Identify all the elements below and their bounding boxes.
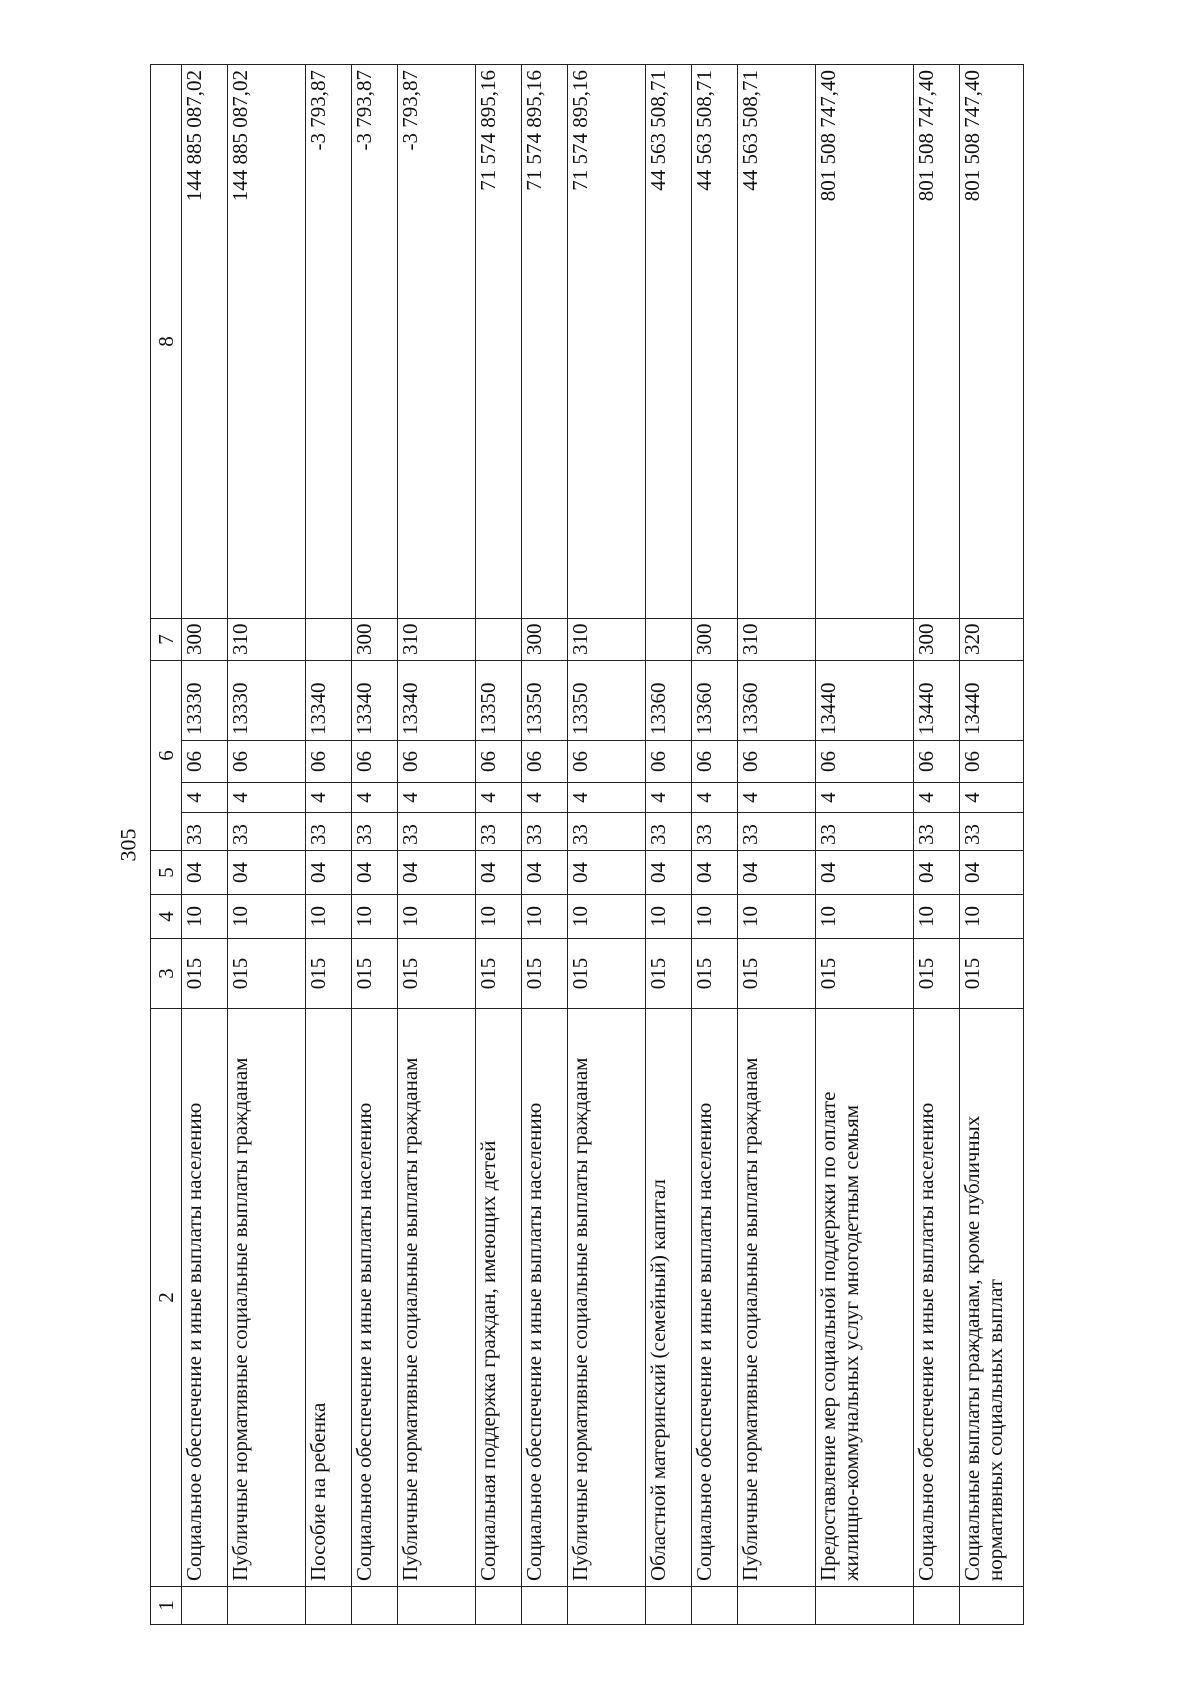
- col6-part4-cell: 13360: [738, 661, 816, 741]
- col6-part1-cell: 33: [914, 813, 960, 851]
- row-name-cell: Публичные нормативные социальные выплаты гражданам: [398, 1009, 476, 1587]
- col6-part2-cell: 4: [960, 783, 1024, 813]
- col6-part3-cell: 06: [352, 741, 398, 783]
- col7-cell: [306, 619, 352, 661]
- col3-cell: 015: [568, 939, 646, 1009]
- col8-amount-cell: 71 574 895,16: [522, 65, 568, 619]
- col6-part3-cell: 06: [738, 741, 816, 783]
- col6-part3-cell: 06: [228, 741, 306, 783]
- col6-part4-cell: 13350: [476, 661, 522, 741]
- col6-part4-cell: 13360: [646, 661, 692, 741]
- col4-cell: 10: [692, 895, 738, 939]
- row-number-cell: [306, 1587, 352, 1625]
- col6-part2-cell: 4: [522, 783, 568, 813]
- col4-cell: 10: [306, 895, 352, 939]
- col6-part4-cell: 13350: [522, 661, 568, 741]
- col6-part4-cell: 13350: [568, 661, 646, 741]
- row-number-cell: [352, 1587, 398, 1625]
- table-row: [568, 65, 646, 1625]
- col3-cell: 015: [960, 939, 1024, 1009]
- col3-cell: 015: [306, 939, 352, 1009]
- col4-cell: 10: [182, 895, 228, 939]
- col6-part1-cell: 33: [522, 813, 568, 851]
- col7-cell: 300: [692, 619, 738, 661]
- col6-part2-cell: 4: [352, 783, 398, 813]
- col8-amount-cell: 801 508 747,40: [816, 65, 914, 619]
- col6-part3-cell: 06: [522, 741, 568, 783]
- col6-part3-cell: 06: [960, 741, 1024, 783]
- col5-cell: 04: [738, 851, 816, 895]
- col6-part2-cell: 4: [692, 783, 738, 813]
- col6-part1-cell: 33: [476, 813, 522, 851]
- table-row: [398, 65, 476, 1625]
- col7-cell: [646, 619, 692, 661]
- table-row: [476, 65, 522, 1625]
- col5-cell: 04: [816, 851, 914, 895]
- col3-cell: 015: [522, 939, 568, 1009]
- col6-part2-cell: 4: [646, 783, 692, 813]
- col6-part1-cell: 33: [228, 813, 306, 851]
- col5-cell: 04: [568, 851, 646, 895]
- table-row: [914, 65, 960, 1625]
- col3-cell: 015: [914, 939, 960, 1009]
- col8-amount-cell: 44 563 508,71: [692, 65, 738, 619]
- header-row: [151, 65, 182, 1625]
- table-row: [306, 65, 352, 1625]
- col6-part1-cell: 33: [692, 813, 738, 851]
- col5-cell: 04: [228, 851, 306, 895]
- row-number-cell: [960, 1587, 1024, 1625]
- col7-cell: [476, 619, 522, 661]
- col6-part3-cell: 06: [646, 741, 692, 783]
- row-name-cell: Социальное обеспечение и иные выплаты населению: [914, 1009, 960, 1587]
- col3-cell: 015: [182, 939, 228, 1009]
- col6-part2-cell: 4: [398, 783, 476, 813]
- col8-amount-cell: 44 563 508,71: [646, 65, 692, 619]
- header-cell-2: 2: [151, 1009, 182, 1587]
- row-name-cell: Социальное обеспечение и иные выплаты населению: [352, 1009, 398, 1587]
- header-cell-7: 7: [151, 619, 182, 661]
- col7-cell: 300: [352, 619, 398, 661]
- col8-amount-cell: -3 793,87: [398, 65, 476, 619]
- col7-cell: 310: [398, 619, 476, 661]
- col3-cell: 015: [476, 939, 522, 1009]
- col8-amount-cell: -3 793,87: [306, 65, 352, 619]
- row-number-cell: [522, 1587, 568, 1625]
- col8-amount-cell: 801 508 747,40: [914, 65, 960, 619]
- row-name-cell: Публичные нормативные социальные выплаты гражданам: [228, 1009, 306, 1587]
- col6-part4-cell: 13360: [692, 661, 738, 741]
- row-name-cell: Публичные нормативные социальные выплаты гражданам: [738, 1009, 816, 1587]
- col4-cell: 10: [960, 895, 1024, 939]
- budget-table: [150, 64, 1024, 1625]
- col6-part4-cell: 13340: [306, 661, 352, 741]
- table-body: [151, 65, 1024, 1625]
- col6-part1-cell: 33: [816, 813, 914, 851]
- col5-cell: 04: [182, 851, 228, 895]
- row-name-cell: Социальное обеспечение и иные выплаты населению: [522, 1009, 568, 1587]
- col4-cell: 10: [738, 895, 816, 939]
- row-name-cell: Социальная поддержка граждан, имеющих детей: [476, 1009, 522, 1587]
- col6-part3-cell: 06: [692, 741, 738, 783]
- col8-amount-cell: 144 885 087,02: [228, 65, 306, 619]
- col5-cell: 04: [352, 851, 398, 895]
- col4-cell: 10: [352, 895, 398, 939]
- row-name-cell: Социальные выплаты гражданам, кроме публичных нормативных социальных выплат: [960, 1009, 1024, 1587]
- col6-part1-cell: 33: [306, 813, 352, 851]
- header-cell-8: 8: [151, 65, 182, 619]
- col5-cell: 04: [306, 851, 352, 895]
- col7-cell: 320: [960, 619, 1024, 661]
- col6-part3-cell: 06: [182, 741, 228, 783]
- col6-part3-cell: 06: [398, 741, 476, 783]
- row-name-cell: Социальное обеспечение и иные выплаты населению: [182, 1009, 228, 1587]
- col7-cell: [816, 619, 914, 661]
- col6-part1-cell: 33: [398, 813, 476, 851]
- col5-cell: 04: [522, 851, 568, 895]
- col3-cell: 015: [816, 939, 914, 1009]
- col5-cell: 04: [398, 851, 476, 895]
- col6-part2-cell: 4: [182, 783, 228, 813]
- table-row: [182, 65, 228, 1625]
- col7-cell: 310: [568, 619, 646, 661]
- col4-cell: 10: [228, 895, 306, 939]
- col5-cell: 04: [960, 851, 1024, 895]
- col4-cell: 10: [914, 895, 960, 939]
- col4-cell: 10: [476, 895, 522, 939]
- col4-cell: 10: [646, 895, 692, 939]
- row-number-cell: [568, 1587, 646, 1625]
- col6-part3-cell: 06: [306, 741, 352, 783]
- col4-cell: 10: [816, 895, 914, 939]
- header-cell-3: 3: [151, 939, 182, 1009]
- row-name-cell: Областной материнский (семейный) капитал: [646, 1009, 692, 1587]
- col4-cell: 10: [568, 895, 646, 939]
- header-cell-5: 5: [151, 851, 182, 895]
- col6-part1-cell: 33: [352, 813, 398, 851]
- table-row: [352, 65, 398, 1625]
- row-number-cell: [476, 1587, 522, 1625]
- col3-cell: 015: [692, 939, 738, 1009]
- row-number-cell: [182, 1587, 228, 1625]
- col3-cell: 015: [738, 939, 816, 1009]
- col6-part2-cell: 4: [914, 783, 960, 813]
- col6-part4-cell: 13330: [182, 661, 228, 741]
- col6-part4-cell: 13440: [960, 661, 1024, 741]
- col3-cell: 015: [352, 939, 398, 1009]
- col5-cell: 04: [914, 851, 960, 895]
- col8-amount-cell: 71 574 895,16: [476, 65, 522, 619]
- row-name-cell: Публичные нормативные социальные выплаты гражданам: [568, 1009, 646, 1587]
- header-cell-4: 4: [151, 895, 182, 939]
- col3-cell: 015: [398, 939, 476, 1009]
- row-number-cell: [398, 1587, 476, 1625]
- col6-part2-cell: 4: [228, 783, 306, 813]
- table-row: [816, 65, 914, 1625]
- table-row: [646, 65, 692, 1625]
- col6-part3-cell: 06: [476, 741, 522, 783]
- row-name-cell: Социальное обеспечение и иные выплаты населению: [692, 1009, 738, 1587]
- col7-cell: 310: [228, 619, 306, 661]
- page-number: 305: [115, 828, 141, 862]
- col3-cell: 015: [646, 939, 692, 1009]
- row-name-cell: Предоставление мер социальной поддержки по оплате жилищно-коммунальных услуг многодетным семьям: [816, 1009, 914, 1587]
- col4-cell: 10: [398, 895, 476, 939]
- col8-amount-cell: 801 508 747,40: [960, 65, 1024, 619]
- row-number-cell: [692, 1587, 738, 1625]
- col8-amount-cell: -3 793,87: [352, 65, 398, 619]
- col6-part3-cell: 06: [816, 741, 914, 783]
- row-number-cell: [816, 1587, 914, 1625]
- col7-cell: 300: [522, 619, 568, 661]
- col8-amount-cell: 144 885 087,02: [182, 65, 228, 619]
- row-number-cell: [738, 1587, 816, 1625]
- col6-part4-cell: 13440: [914, 661, 960, 741]
- col4-cell: 10: [522, 895, 568, 939]
- col5-cell: 04: [476, 851, 522, 895]
- col6-part1-cell: 33: [182, 813, 228, 851]
- col6-part2-cell: 4: [306, 783, 352, 813]
- header-cell-1: 1: [151, 1587, 182, 1625]
- table-row: [692, 65, 738, 1625]
- col5-cell: 04: [692, 851, 738, 895]
- rotated-table-wrapper: [150, 65, 1007, 1625]
- col6-part4-cell: 13340: [398, 661, 476, 741]
- col7-cell: 300: [914, 619, 960, 661]
- col6-part3-cell: 06: [568, 741, 646, 783]
- row-number-cell: [646, 1587, 692, 1625]
- col6-part2-cell: 4: [738, 783, 816, 813]
- col6-part4-cell: 13440: [816, 661, 914, 741]
- col6-part3-cell: 06: [914, 741, 960, 783]
- header-cell-6: 6: [151, 661, 182, 851]
- table-row: [960, 65, 1024, 1625]
- col6-part4-cell: 13340: [352, 661, 398, 741]
- col6-part2-cell: 4: [476, 783, 522, 813]
- row-number-cell: [914, 1587, 960, 1625]
- row-number-cell: [228, 1587, 306, 1625]
- row-name-cell: Пособие на ребенка: [306, 1009, 352, 1587]
- col7-cell: 310: [738, 619, 816, 661]
- table-row: [738, 65, 816, 1625]
- table-row: [228, 65, 306, 1625]
- col6-part1-cell: 33: [646, 813, 692, 851]
- col7-cell: 300: [182, 619, 228, 661]
- col6-part1-cell: 33: [738, 813, 816, 851]
- table-row: [522, 65, 568, 1625]
- col5-cell: 04: [646, 851, 692, 895]
- col6-part1-cell: 33: [960, 813, 1024, 851]
- col6-part1-cell: 33: [568, 813, 646, 851]
- col6-part4-cell: 13330: [228, 661, 306, 741]
- col6-part2-cell: 4: [816, 783, 914, 813]
- col8-amount-cell: 71 574 895,16: [568, 65, 646, 619]
- col8-amount-cell: 44 563 508,71: [738, 65, 816, 619]
- col3-cell: 015: [228, 939, 306, 1009]
- col6-part2-cell: 4: [568, 783, 646, 813]
